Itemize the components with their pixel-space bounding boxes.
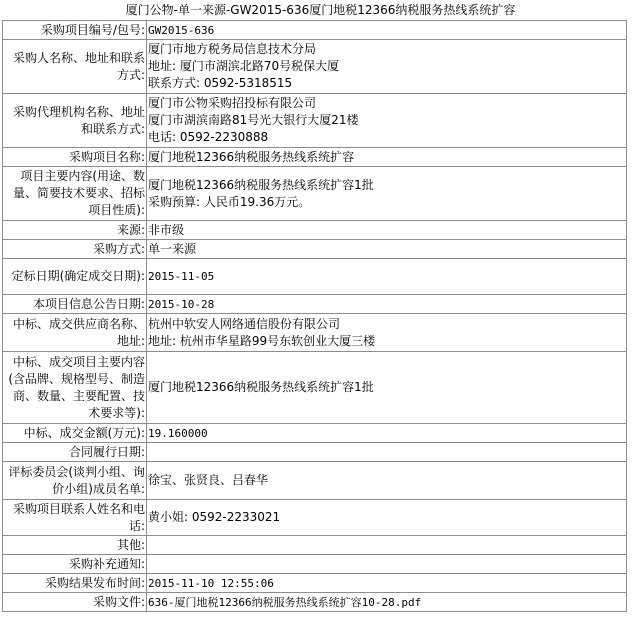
row-label: 定标日期(确定成交日期): bbox=[3, 259, 147, 295]
row-label: 采购方式: bbox=[3, 240, 147, 259]
row-value bbox=[147, 593, 627, 612]
row-label: 采购项目编号/包号: bbox=[3, 21, 147, 40]
row-label: 本项目信息公告日期: bbox=[3, 295, 147, 314]
row-value bbox=[147, 167, 627, 221]
row-value bbox=[147, 240, 627, 259]
row-label: 中标、成交金额(万元): bbox=[3, 424, 147, 443]
table-row bbox=[3, 240, 627, 259]
row-label: 采购项目名称: bbox=[3, 148, 147, 167]
row-label: 采购文件: bbox=[3, 593, 147, 612]
row-value bbox=[147, 40, 627, 94]
row-value bbox=[147, 259, 627, 295]
value-line: 厦门地税12366纳税服务热线系统扩容 bbox=[148, 149, 355, 164]
row-value bbox=[147, 443, 627, 462]
row-label: 采购人名称、地址和联系方式: bbox=[3, 40, 147, 94]
row-label: 评标委员会(谈判小组、询价小组)成员名单: bbox=[3, 462, 147, 500]
table-row bbox=[3, 536, 627, 555]
value-line: 地址: 杭州市华星路99号东软创业大厦三楼 bbox=[148, 333, 376, 348]
table-row bbox=[3, 148, 627, 167]
row-value bbox=[147, 295, 627, 314]
table-row bbox=[3, 424, 627, 443]
row-value bbox=[147, 314, 627, 352]
row-label: 中标、成交供应商名称、地址: bbox=[3, 314, 147, 352]
table-row bbox=[3, 295, 627, 314]
row-label: 项目主要内容(用途、数量、简要技术要求、招标项目性质): bbox=[3, 167, 147, 221]
row-value bbox=[147, 462, 627, 500]
row-value bbox=[147, 500, 627, 536]
table-row bbox=[3, 221, 627, 240]
table-row bbox=[3, 462, 627, 500]
row-label: 来源: bbox=[3, 221, 147, 240]
page-title: 厦门公物-单一来源-GW2015-636厦门地税12366纳税服务热线系统扩容 bbox=[125, 3, 516, 17]
row-value bbox=[147, 94, 627, 148]
row-label: 其他: bbox=[3, 536, 147, 555]
value-line: 非市级 bbox=[148, 222, 185, 237]
table-row bbox=[3, 21, 627, 40]
table-row bbox=[3, 500, 627, 536]
value-line: 厦门市地方税务局信息技术分局 bbox=[148, 42, 317, 56]
row-label: 合同履行日期: bbox=[3, 443, 147, 462]
value-line: 联系方式: 0592-5318515 bbox=[148, 76, 293, 90]
value-line: 电话: 0592-2230888 bbox=[148, 130, 269, 144]
row-label: 中标、成交项目主要内容(含品牌、规格型号、制造商、数量、主要配置、技术要求等): bbox=[3, 352, 147, 424]
value-line: 厦门地税12366纳税服务热线系统扩容1批 bbox=[148, 177, 374, 192]
value-line: 厦门地税12366纳税服务热线系统扩容1批 bbox=[148, 380, 374, 394]
table-row bbox=[3, 94, 627, 148]
row-value bbox=[147, 352, 627, 424]
table-row bbox=[3, 352, 627, 424]
value-line: 厦门市公物采购招投标有限公司 bbox=[148, 96, 317, 110]
table-row bbox=[3, 443, 627, 462]
row-value bbox=[147, 536, 627, 555]
table-row bbox=[3, 40, 627, 94]
row-label: 采购结果发布时间: bbox=[3, 574, 147, 593]
table-row bbox=[3, 574, 627, 593]
row-label: 采购补充通知: bbox=[3, 555, 147, 574]
table-row bbox=[3, 593, 627, 612]
value-line: 单一来源 bbox=[148, 241, 197, 256]
value-line: 徐宝、张贤良、吕春华 bbox=[148, 473, 269, 487]
value-line: 2015-10-28 bbox=[148, 297, 215, 311]
row-label: 采购代理机构名称、地址和联系方式: bbox=[3, 94, 147, 148]
row-value bbox=[147, 21, 627, 40]
table-row bbox=[3, 314, 627, 352]
row-value bbox=[147, 555, 627, 574]
value-line: 厦门市湖滨南路81号光大银行大厦21楼 bbox=[148, 113, 359, 127]
row-value bbox=[147, 221, 627, 240]
row-value bbox=[147, 574, 627, 593]
file-link[interactable]: 636-厦门地税12366纳税服务热线系统扩容10-28.pdf bbox=[148, 595, 422, 609]
value-line: 黄小姐: 0592-2233021 bbox=[148, 510, 281, 524]
value-line: 地址: 厦门市湖滨北路70号税保大厦 bbox=[148, 59, 340, 73]
procurement-info-table bbox=[2, 20, 627, 612]
row-value bbox=[147, 148, 627, 167]
table-row bbox=[3, 555, 627, 574]
value-line: GW2015-636 bbox=[148, 23, 215, 37]
value-line: 2015-11-10 12:55:06 bbox=[148, 576, 274, 590]
table-row bbox=[3, 167, 627, 221]
row-label: 采购项目联系人姓名和电话: bbox=[3, 500, 147, 536]
table-row bbox=[3, 259, 627, 295]
value-line: 19.160000 bbox=[148, 426, 208, 440]
value-line: 采购预算: 人民币19.36万元。 bbox=[148, 194, 311, 209]
value-line: 2015-11-05 bbox=[148, 270, 215, 283]
value-line: 杭州中软安人网络通信股份有限公司 bbox=[148, 316, 341, 331]
row-value bbox=[147, 424, 627, 443]
